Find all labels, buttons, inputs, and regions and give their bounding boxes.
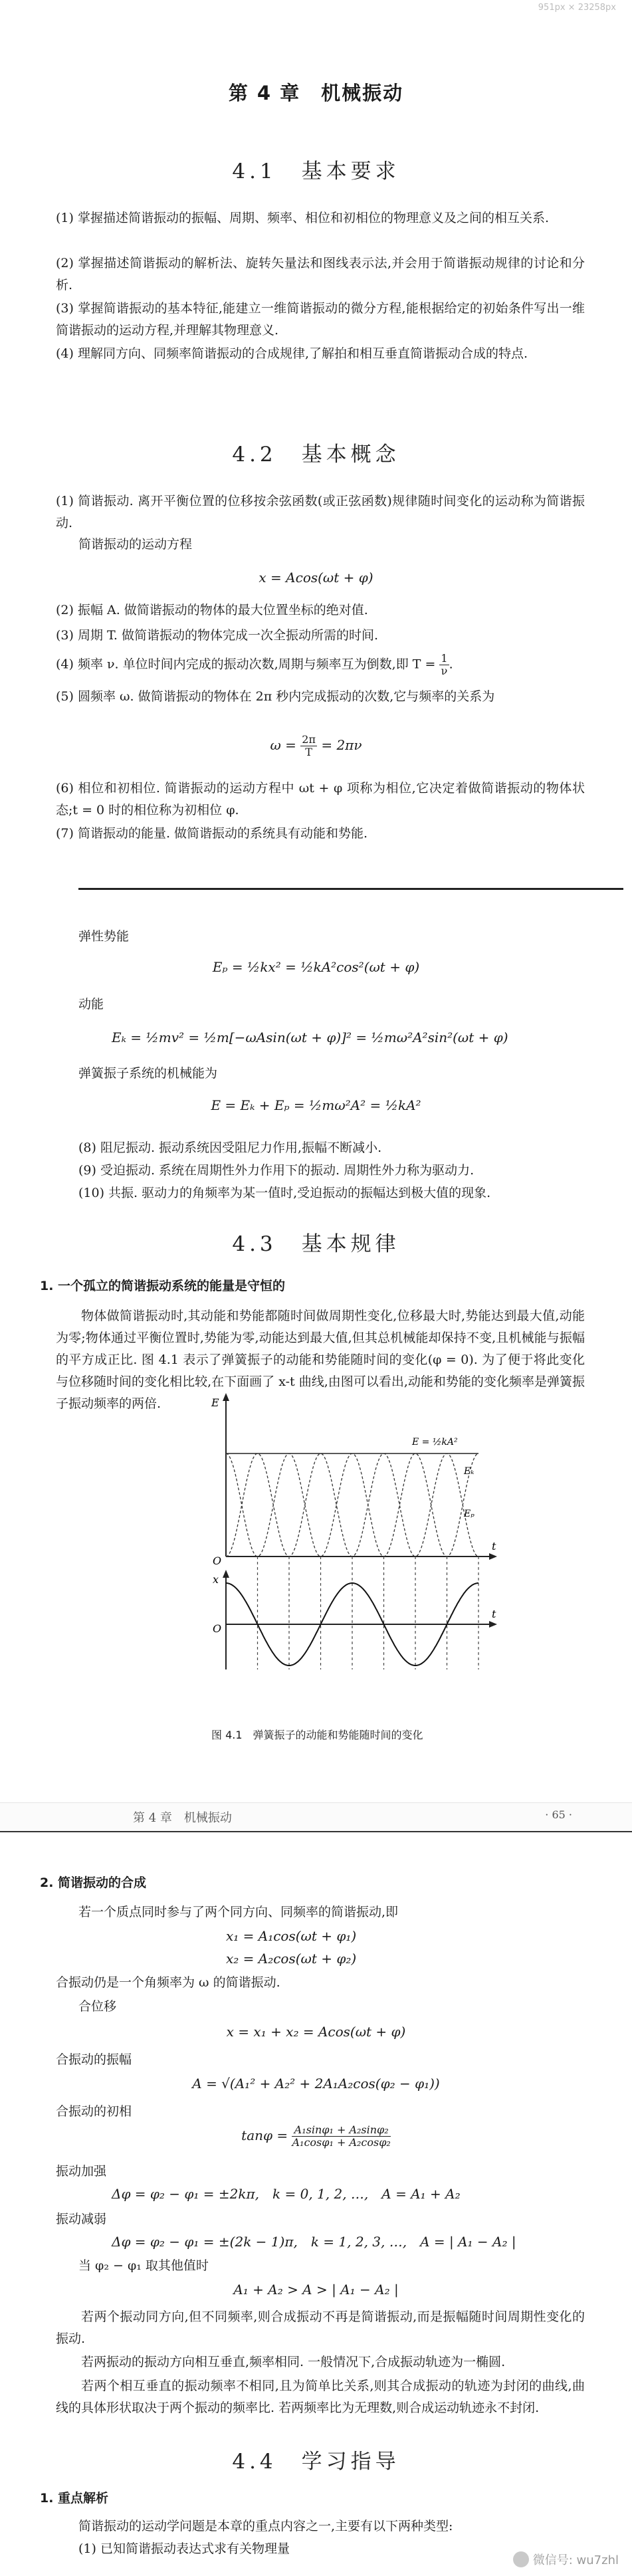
phase-equation (0, 2124, 632, 2149)
time-guides (258, 1556, 479, 1669)
requirement-item: (2) 掌握描述简谐振动的解析法、旋转矢量法和图线表示法,并会用于简谐振动规律的讨论和分析. (56, 256, 585, 292)
concept-item: (2) 振幅 A. 做简谐振动的物体的最大位置坐标的绝对值. (56, 603, 368, 617)
other-phase-equation: A₁ + A₂ > A > | A₁ − A₂ | (233, 2282, 399, 2298)
page-break-band (0, 1802, 632, 1832)
guide-paragraph: (1) 已知简谐振动表达式求有关物理量 (78, 2541, 290, 2556)
axis-t-label: t (492, 1540, 496, 1553)
concept-item-frequency: (4) 频率 ν. 单位时间内完成的振动次数,周期与频率互为倒数,即 T = $\frac{1}{\nu}$ . (56, 652, 453, 677)
arrow-right-icon (489, 1621, 497, 1628)
page-size-label: 951px × 23258px (538, 3, 616, 13)
omega-right: = 2πν (321, 737, 362, 753)
potential-energy-equation: Eₚ = ½kx² = ½kA²cos²(ωt + φ) (212, 959, 420, 975)
constructive-label: 振动加强 (56, 2164, 107, 2179)
amplitude-label: 合振动的振幅 (56, 2052, 132, 2067)
arrow-right-icon (489, 1553, 497, 1560)
axis-e-label: E (211, 1396, 219, 1409)
displacement-equation: x = x₁ + x₂ = Acos(ωt + φ) (226, 2024, 406, 2040)
energy-time-plot (199, 1390, 505, 1709)
rule-heading: 1. 一个孤立的简谐振动系统的能量是守恒的 (40, 1279, 286, 1293)
fraction-denominator: T (305, 746, 312, 758)
concept-item: (6) 相位和初相位. 简谐振动的运动方程中 ωt + φ 项称为相位,它决定着做简谐振动的物体状态;t = 0 时的相位称为初相位 φ. (56, 781, 585, 817)
origin-label: O (213, 1622, 222, 1635)
page-number: · 65 · (545, 1808, 572, 1821)
requirement-item: (3) 掌握简谐振动的基本特征,能建立一维简谐振动的微分方程,能根据给定的初始条件写出一维简谐振动的运动方程,并理解其物理意义. (56, 301, 585, 338)
potential-energy-curve (226, 1453, 478, 1556)
requirement-item: (4) 理解同方向、同频率简谐振动的合成规律,了解拍和相互垂直简谐振动合成的特点. (56, 346, 528, 361)
guide-paragraph: 简谐振动的运动学问题是本章的重点内容之一,主要有以下两种类型: (78, 2519, 453, 2533)
phase-label: 合振动的初相 (56, 2104, 132, 2119)
phase-left: tanφ = (241, 2127, 288, 2143)
fraction-numerator: 2π (302, 733, 316, 746)
other-phase-label: 当 φ₂ − φ₁ 取其他值时 (78, 2258, 209, 2273)
concept-item: (8) 阻尼振动. 振动系统因受阻尼力作用,振幅不断减小. (78, 1140, 382, 1155)
section-4-4-title: 4.4 学习指导 (232, 2450, 400, 2474)
watermark (513, 2551, 619, 2568)
fraction (439, 653, 449, 677)
rule-paragraph: 物体做简谐振动时,其动能和势能都随时间做周期性变化,位移最大时,势能达到最大值,动能为零;物体通过平衡位置时,势能为零,动能达到最大值,但其总机械能却保持不变,且机械能与振幅的平方成正比. 图 4.1 表示了弹簧振子的动能和势能随时间的变化(φ = 0). 为了便于将此变化与位移随时间的变化相比较,在下面画了 x-t 曲线,由图可以看出,动能和势能的变化频率是弹簧振子振动频率的两倍. (56, 1309, 585, 1411)
oscillation-2: x₂ = A₂cos(ωt + φ₂) (226, 1951, 357, 1967)
running-header: 第 4 章 机械振动 (133, 1811, 232, 1825)
destructive-label: 振动减弱 (56, 2212, 107, 2226)
axis-x-label: x (213, 1573, 219, 1586)
motion-equation: x = Acos(ωt + φ) (259, 570, 373, 586)
mechanical-energy-label: 弹簧振子系统的机械能为 (78, 1066, 218, 1081)
concept-item: (3) 周期 T. 做简谐振动的物体完成一次全振动所需的时间. (56, 628, 378, 643)
wechat-icon (513, 2551, 529, 2567)
section-4-1-title: 4.1 基本要求 (232, 160, 400, 183)
concept-item: (10) 共振. 驱动力的角频率为某一值时,受迫振动的振幅达到极大值的现象. (78, 1186, 491, 1200)
displacement-label: 合位移 (78, 1999, 117, 2014)
kinetic-energy-label: 动能 (78, 997, 104, 1012)
destructive-equation: Δφ = φ₂ − φ₁ = ±(2k − 1)π, k = 1, 2, 3, …, A = | A₁ − A₂ | (112, 2234, 516, 2250)
chapter-title: 第 4 章 机械振动 (228, 82, 404, 104)
arrow-up-icon (223, 1570, 229, 1578)
figure-4-1 (199, 1390, 505, 1712)
section-4-2-title: 4.2 基本概念 (232, 443, 400, 467)
requirement-item: (1) 掌握描述简谐振动的振幅、周期、频率、相位和初相位的物理意义及之间的相互关系. (56, 211, 549, 225)
rule-paragraph: 若两个振动同方向,但不同频率,则合成振动不再是简谐振动,而是振幅随时间周期性变化的振动. (56, 2309, 585, 2346)
ek-label: Eₖ (464, 1466, 474, 1477)
rule-heading: 2. 简谐振动的合成 (40, 1876, 147, 1890)
oscillation-1: x₁ = A₁cos(ωt + φ₁) (226, 1928, 357, 1944)
kinetic-energy-curve (226, 1453, 478, 1556)
figure-caption: 图 4.1 弹簧振子的动能和势能随时间的变化 (211, 1729, 423, 1741)
mechanical-energy-equation: E = Eₖ + Eₚ = ½mω²A² = ½kA² (211, 1097, 421, 1113)
fraction (292, 2124, 390, 2149)
concept-item: (9) 受迫振动. 系统在周期性外力作用下的振动. 周期性外力称为驱动力. (78, 1163, 474, 1178)
fraction-numerator: 1 (441, 652, 448, 665)
concept-item: (7) 简谐振动的能量. 做简谐振动的系统具有动能和势能. (56, 826, 368, 841)
rule-paragraph: 若两个相互垂直的振动频率不相同,且为简单比关系,则其合成振动的轨迹为封闭的曲线,曲线的具体形状取决于两个振动的频率比. 若两频率比为无理数,则合成运动轨迹永不封闭. (56, 2379, 585, 2415)
concept-item: (1) 简谐振动. 离开平衡位置的位移按余弦函数(或正弦函数)规律随时间变化的运动称为简谐振动. (56, 494, 585, 530)
fraction-denominator: ν (441, 665, 448, 677)
rule-paragraph: 合振动仍是一个角频率为 ω 的简谐振动. (56, 1975, 280, 1990)
omega-left: ω = (270, 737, 296, 753)
watermark-text: 微信号: wu7zhl (532, 2553, 619, 2567)
constructive-equation: Δφ = φ₂ − φ₁ = ±2kπ, k = 0, 1, 2, …, A = A₁ + A₂ (112, 2186, 461, 2202)
page-separator (78, 888, 623, 890)
origin-label: O (213, 1555, 222, 1567)
arrow-up-icon (223, 1393, 229, 1401)
axis-t-label: t (492, 1608, 496, 1620)
rule-paragraph: 若一个质点同时参与了两个同方向、同频率的简谐振动,即 (78, 1905, 399, 1919)
fraction-denominator: A₁cosφ₁ + A₂cosφ₂ (292, 2136, 391, 2149)
omega-equation (0, 734, 632, 758)
fraction-numerator: A₁sinφ₁ + A₂sinφ₂ (292, 2124, 390, 2137)
amplitude-equation: A = √(A₁² + A₂² + 2A₁A₂cos(φ₂ − φ₁)) (192, 2076, 440, 2092)
concept-item: (5) 圆频率 ω. 做简谐振动的物体在 2π 秒内完成振动的次数,它与频率的关系为 (56, 689, 495, 704)
potential-energy-label: 弹性势能 (78, 929, 130, 944)
rule-paragraph: 若两振动的振动方向相互垂直,频率相同. 一般情况下,合成振动轨迹为一椭圆. (81, 2355, 506, 2369)
guide-heading: 1. 重点解析 (40, 2491, 109, 2506)
kinetic-energy-equation: Eₖ = ½mv² = ½m[−ωAsin(ωt + φ)]² = ½mω²A²sin²(ωt + φ) (112, 1029, 508, 1045)
total-energy-label: E = ½kA² (412, 1437, 458, 1448)
section-4-3-title: 4.3 基本规律 (232, 1232, 400, 1256)
frequency-text: (4) 频率 ν. 单位时间内完成的振动次数,周期与频率互为倒数,即 T = (56, 657, 436, 672)
ep-label: Eₚ (464, 1509, 474, 1519)
fraction (300, 734, 317, 758)
equation-label: 简谐振动的运动方程 (78, 537, 193, 552)
